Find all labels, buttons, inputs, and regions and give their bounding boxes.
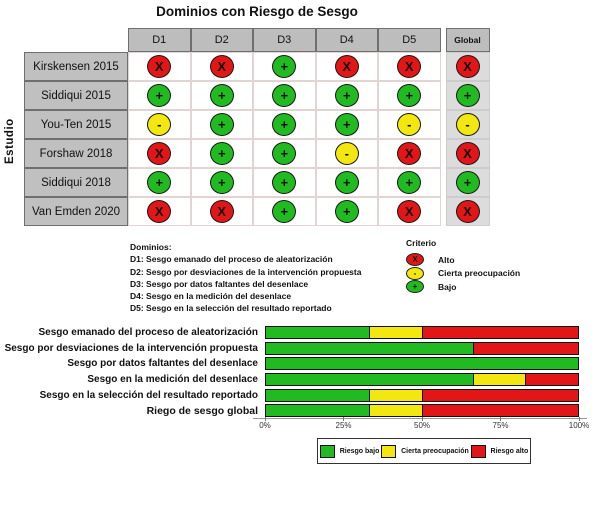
risk-circle-low: + xyxy=(210,84,234,107)
bias-bar-chart xyxy=(0,326,612,420)
risk-circle-low: + xyxy=(456,171,480,194)
bar-segment-some xyxy=(369,327,422,338)
risk-circle-low: + xyxy=(335,171,359,194)
risk-cell xyxy=(128,81,191,110)
bar-segment-low xyxy=(266,390,369,401)
traffic-light-table xyxy=(24,28,490,226)
criteria-item-low xyxy=(406,281,520,292)
criteria-item-label: Bajo xyxy=(438,281,457,292)
risk-circle-high: X xyxy=(335,55,359,78)
risk-cell xyxy=(316,168,379,197)
risk-cell xyxy=(128,168,191,197)
risk-cell xyxy=(128,139,191,168)
bar-segment-high xyxy=(525,374,578,385)
risk-cell xyxy=(316,81,379,110)
bar-row xyxy=(0,342,612,355)
risk-cell xyxy=(253,52,316,81)
risk-circle-low: + xyxy=(272,113,296,136)
risk-circle-low: + xyxy=(335,200,359,223)
risk-cell xyxy=(378,81,441,110)
risk-cell xyxy=(378,52,441,81)
risk-circle-high: X xyxy=(397,142,421,165)
risk-cell xyxy=(446,139,490,168)
column-header-d2: D2 xyxy=(191,28,254,52)
legend-item-label: Riesgo alto xyxy=(490,447,529,455)
risk-cell xyxy=(316,52,379,81)
criteria-item-high xyxy=(406,254,520,265)
risk-cell xyxy=(128,110,191,139)
bar-segment-low xyxy=(266,358,578,369)
x-axis-tick-label: 25% xyxy=(335,421,352,430)
stacked-bar xyxy=(265,342,579,355)
bar-row-label: Sesgo por datos faltantes del desenlace xyxy=(67,358,258,370)
risk-circle-low: + xyxy=(210,142,234,165)
bottom-legend xyxy=(317,438,531,464)
risk-circle-high: X xyxy=(456,200,480,223)
bar-segment-high xyxy=(422,390,578,401)
bar-segment-high xyxy=(473,343,578,354)
low-risk-swatch xyxy=(320,445,335,458)
criteria-legend xyxy=(406,238,520,295)
bar-row-label: Sesgo en la selección del resultado reportado xyxy=(39,389,258,401)
risk-cell xyxy=(316,110,379,139)
risk-circle-high: X xyxy=(210,200,234,223)
stacked-bar xyxy=(265,357,579,370)
risk-circle-low: + xyxy=(272,84,296,107)
risk-circle-low: + xyxy=(335,113,359,136)
figure-title: Dominios con Riesgo de Sesgo xyxy=(156,4,358,19)
legend-item-some xyxy=(381,445,469,458)
bar-segment-some xyxy=(473,374,526,385)
risk-cell xyxy=(316,197,379,226)
stacked-bar xyxy=(265,389,579,402)
domains-legend-item: D2: Sesgo por desviaciones de la intervención propuesta xyxy=(130,266,362,277)
legend-item-high xyxy=(471,445,529,458)
study-label: Kirskensen 2015 xyxy=(24,52,128,81)
risk-cell xyxy=(191,81,254,110)
risk-circle-some: - xyxy=(397,113,421,136)
bar-segment-high xyxy=(422,327,578,338)
risk-circle-low: + xyxy=(210,113,234,136)
bar-segment-low xyxy=(266,405,369,416)
criteria-item-some xyxy=(406,268,520,279)
x-axis-tick-label: 75% xyxy=(492,421,509,430)
stacked-bar xyxy=(265,373,579,386)
risk-cell xyxy=(191,110,254,139)
high-risk-icon: X xyxy=(406,253,424,266)
risk-circle-low: + xyxy=(147,84,171,107)
risk-circle-some: - xyxy=(456,113,480,136)
risk-circle-high: X xyxy=(397,55,421,78)
study-label: Siddiqui 2018 xyxy=(24,168,128,197)
table-corner xyxy=(24,28,128,52)
bar-row-label: Sesgo en la medición del desenlace xyxy=(87,374,258,386)
risk-cell xyxy=(446,168,490,197)
risk-cell xyxy=(446,52,490,81)
risk-circle-low: + xyxy=(456,84,480,107)
study-label: You-Ten 2015 xyxy=(24,110,128,139)
risk-circle-low: + xyxy=(272,200,296,223)
risk-circle-low: + xyxy=(335,84,359,107)
x-axis-tick-label: 50% xyxy=(413,421,431,430)
risk-circle-high: X xyxy=(456,55,480,78)
risk-circle-low: + xyxy=(210,171,234,194)
bar-row xyxy=(0,404,612,417)
risk-cell xyxy=(191,52,254,81)
bar-row-label: Sesgo por desviaciones de la intervención propuesta xyxy=(4,342,258,354)
legend-item-label: Cierta preocupación xyxy=(401,447,469,455)
x-axis-tick-label: 0% xyxy=(259,421,271,430)
bar-segment-high xyxy=(422,405,578,416)
risk-cell xyxy=(253,197,316,226)
column-header-d1: D1 xyxy=(128,28,191,52)
domains-legend-heading: Dominios: xyxy=(130,242,172,252)
risk-cell xyxy=(128,52,191,81)
legend-item-low xyxy=(320,445,380,458)
column-header-global: Global xyxy=(446,28,490,52)
risk-cell xyxy=(191,168,254,197)
some-risk-icon: - xyxy=(406,267,424,280)
criteria-item-label: Cierta preocupación xyxy=(438,268,521,278)
column-header-d5: D5 xyxy=(378,28,441,52)
bar-segment-low xyxy=(266,343,473,354)
risk-cell xyxy=(446,81,490,110)
criteria-legend-heading: Criterio xyxy=(406,238,437,248)
risk-cell xyxy=(378,168,441,197)
risk-circle-low: + xyxy=(272,55,296,78)
risk-cell xyxy=(128,197,191,226)
risk-cell xyxy=(446,197,490,226)
high-risk-swatch xyxy=(471,445,486,458)
domains-legend xyxy=(130,241,361,315)
study-label: Forshaw 2018 xyxy=(24,139,128,168)
risk-circle-some: - xyxy=(335,142,359,165)
risk-circle-high: X xyxy=(456,142,480,165)
study-label: Siddiqui 2015 xyxy=(24,81,128,110)
risk-cell xyxy=(191,139,254,168)
bar-row xyxy=(0,357,612,370)
risk-cell xyxy=(378,110,441,139)
risk-cell xyxy=(191,197,254,226)
column-header-d4: D4 xyxy=(316,28,379,52)
risk-circle-high: X xyxy=(147,200,171,223)
domains-legend-item: D4: Sesgo en la medición del desenlace xyxy=(130,291,292,302)
bar-segment-some xyxy=(369,405,422,416)
stacked-bar xyxy=(265,404,579,417)
bar-row xyxy=(0,326,612,339)
bar-row-label: Riego de sesgo global xyxy=(146,404,258,417)
low-risk-icon: + xyxy=(406,280,424,293)
risk-cell xyxy=(378,197,441,226)
risk-circle-low: + xyxy=(397,84,421,107)
risk-circle-high: X xyxy=(210,55,234,78)
risk-cell xyxy=(378,139,441,168)
x-axis-line xyxy=(253,418,587,419)
stacked-bar xyxy=(265,326,579,339)
study-axis-label: Estudio xyxy=(4,118,16,164)
bar-row-label: Sesgo emanado del proceso de aleatorización xyxy=(38,327,258,338)
column-header-d3: D3 xyxy=(253,28,316,52)
risk-cell xyxy=(253,168,316,197)
domains-legend-item: D1: Sesgo emanado del proceso de aleatorización xyxy=(130,254,333,265)
risk-circle-high: X xyxy=(147,55,171,78)
risk-circle-some: - xyxy=(147,113,171,136)
criteria-item-label: Alto xyxy=(438,254,455,265)
risk-circle-high: X xyxy=(397,200,421,223)
risk-circle-high: X xyxy=(147,142,171,165)
risk-circle-low: + xyxy=(272,142,296,165)
bar-row xyxy=(0,389,612,402)
bar-row xyxy=(0,373,612,386)
some-risk-swatch xyxy=(381,445,396,458)
domains-legend-item: D3: Sesgo por datos faltantes del desenlace xyxy=(130,278,309,289)
legend-item-label: Riesgo bajo xyxy=(339,447,380,455)
risk-circle-low: + xyxy=(272,171,296,194)
risk-cell xyxy=(253,110,316,139)
risk-circle-low: + xyxy=(147,171,171,194)
x-axis-tick-label: 100% xyxy=(568,421,590,430)
risk-cell xyxy=(446,110,490,139)
domains-legend-item: D5: Sesgo en la selección del resultado reportado xyxy=(130,303,332,314)
risk-cell xyxy=(253,81,316,110)
risk-cell xyxy=(253,139,316,168)
bar-segment-some xyxy=(369,390,422,401)
risk-circle-low: + xyxy=(397,171,421,194)
bar-segment-low xyxy=(266,327,369,338)
risk-cell xyxy=(316,139,379,168)
study-label: Van Emden 2020 xyxy=(24,197,128,226)
bar-segment-low xyxy=(266,374,473,385)
